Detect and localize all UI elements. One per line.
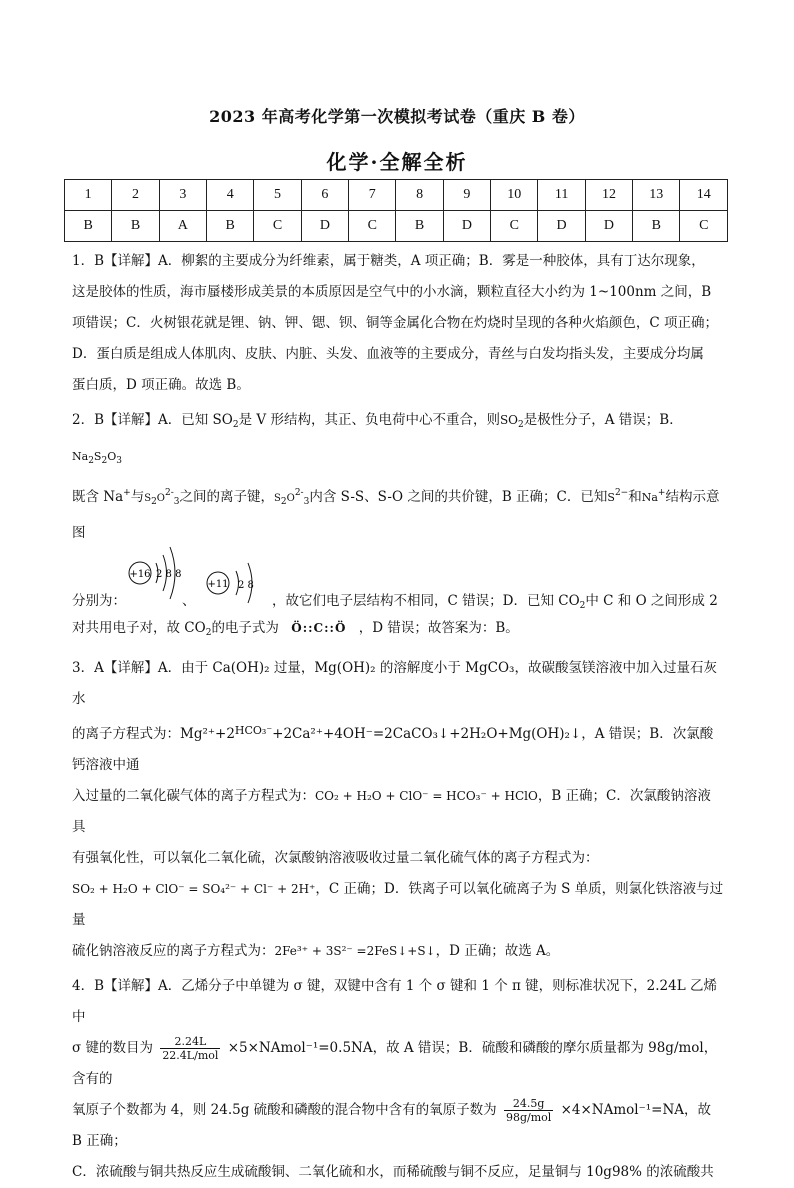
text-fragment: 的电子式为 (211, 620, 279, 636)
table-cell: B (112, 211, 159, 242)
text-line: 有强氧化性，可以氧化二氧化硫，次氯酸钠溶液吸收过量二氧化硫气体的离子方程式为： (72, 850, 599, 866)
equation-c: SO₂ + H₂O + ClO⁻ = SO₄²⁻ + Cl⁻ + 2H⁺ (72, 882, 316, 896)
question-2-explanation (72, 405, 724, 649)
table-cell: C (680, 211, 728, 242)
text-fragment: 结构示意图 (72, 489, 720, 541)
table-cell: 14 (680, 180, 728, 211)
co2-lewis-structure: Ö::C::Ö (291, 621, 347, 635)
text-fragment: 氧原子个数都为 4，则 24.5g 硫酸和磷酸的混合物中含有的氧原子数为 (72, 1102, 497, 1118)
text-line: 项错误；C．火树银花就是锂、钠、钾、锶、钡、铜等金属化合物在灼烧时呈现的各种火焰颜色，C 项正确； (72, 315, 718, 331)
fraction-numerator: 24.5g (504, 1097, 553, 1111)
text-fragment: 硫化钠溶液反应的离子方程式为： (72, 943, 275, 959)
text-line: 对共用电子对，故 $CO_2$的电子式为 Ö::C::Ö ，D 错误；故答案为：B。 (72, 620, 519, 638)
fraction-ethylene-moles (160, 1035, 220, 1062)
table-cell: B (207, 211, 254, 242)
text-line (72, 1033, 724, 1095)
table-cell: C (491, 211, 538, 242)
table-cell: 4 (207, 180, 254, 211)
text-fragment: 与 (130, 489, 145, 505)
table-cell: 11 (538, 180, 585, 211)
text-line (72, 1095, 724, 1157)
table-cell: 9 (443, 180, 490, 211)
text-line (72, 715, 724, 781)
na-nucleus-label: +11 (207, 579, 229, 590)
table-cell: C (349, 211, 396, 242)
text-line: C．浓硫酸与铜共热反应生成硫酸铜、二氧化硫和水，而稀硫酸与铜不反应，足量铜与 10g98% 的浓硫酸共 (72, 1164, 714, 1180)
table-cell: 10 (491, 180, 538, 211)
fraction-acid-moles (504, 1097, 553, 1124)
bicarbonate-formula: HCO₃⁻ (234, 724, 273, 737)
text-fragment: 中 C 和 O 之间形成 2 (585, 593, 718, 609)
table-cell: C (254, 211, 301, 242)
text-fragment: 入过量的二氧化碳气体的离子方程式为： (72, 788, 315, 804)
text-fragment: 之间的离子键， (179, 489, 275, 505)
table-cell: B (633, 211, 680, 242)
text-fragment: 内含 S-S、S-O 之间的共价键，B 正确；C．已知 (309, 489, 608, 505)
text-fragment: 是 V 形结构，其正、负电荷中心不重合，则 (238, 412, 500, 428)
table-cell: D (538, 211, 585, 242)
text-fragment: 和 (628, 489, 642, 505)
question-4-explanation (72, 971, 724, 1188)
answer-table-number-row (65, 180, 728, 211)
explanations (72, 246, 724, 1188)
text-fragment: ×5×NAmol⁻¹=0.5NA，故 A 错误；B．硫酸和磷酸的摩尔质量都为 98g/mol，含有的 (72, 1040, 718, 1087)
table-cell: D (301, 211, 348, 242)
answer-table (64, 179, 728, 242)
text-line: 3．A【详解】A．由于 Ca(OH)₂ 过量，Mg(OH)₂ 的溶解度小于 MgCO₃，故碳酸氢镁溶液中加入过量石灰水 (72, 660, 717, 707)
table-cell: B (396, 211, 443, 242)
table-cell: 1 (65, 180, 112, 211)
question-3-explanation (72, 653, 724, 967)
equation-b: CO₂ + H₂O + ClO⁻ = HCO₃⁻ + HClO (315, 789, 538, 803)
sodium-ion-structure-diagram (200, 555, 270, 611)
text-line: 蛋白质，D 项正确。故选 B。 (72, 377, 250, 393)
text-fragment: ×4×NAmol⁻¹=NA，故 B 正确； (72, 1102, 712, 1149)
table-cell: 7 (349, 180, 396, 211)
question-1-explanation (72, 246, 724, 401)
table-cell: 6 (301, 180, 348, 211)
table-cell: 5 (254, 180, 301, 211)
table-cell: 2 (112, 180, 159, 211)
text-fragment: 2．B【详解】A．已知 SO (72, 412, 233, 428)
equation-d: 2Fe³⁺ + 3S²⁻ =2FeS↓+S↓ (274, 944, 436, 958)
table-cell: 13 (633, 180, 680, 211)
text-line (72, 781, 724, 843)
text-fragment: ，B 正确；C．次氯酸钠溶液具 (72, 788, 711, 835)
text-line: D．蛋白质是组成人体肌肉、皮肤、内脏、头发、血液等的主要成分，青丝与白发均指头发，主要成分均属 (72, 346, 704, 362)
text-fragment: 分别为： (72, 593, 126, 609)
text-line: 既含 Na+与S2O2-3之间的离子键，S2O2-3内含 S-S、S-O 之间的共价键，B 正确；C．已知$S^{2-}$和Na+结构示意图 (72, 488, 720, 541)
text-fragment: ，C 正确；D．铁离子可以氧化硫离子为 S 单质，则氯化铁溶液与过量 (72, 881, 724, 928)
text-fragment: 既含 Na (72, 489, 124, 505)
text-line (72, 936, 724, 967)
text-fragment: 是极性分子，A 错误；B． (523, 412, 683, 428)
text-fragment: 、 (182, 593, 196, 609)
fraction-denominator: 22.4L/mol (162, 1049, 219, 1062)
na-shell-labels: 2 8 (238, 580, 254, 591)
table-cell: D (585, 211, 632, 242)
text-fragment: σ 键的数目为 (72, 1040, 154, 1056)
text-fragment: +2Ca²⁺+4OH⁻=2CaCO₃↓+2H₂O+Mg(OH)₂↓，A 错误；B．次氯酸钙溶液中通 (72, 726, 714, 773)
table-cell: A (159, 211, 206, 242)
text-line: 这是胶体的性质，海市蜃楼形成美景的本质原因是空气中的小水滴，颗粒直径大小约为 1~100nm 之间，B (72, 284, 712, 300)
text-fragment: ，D 正确；故选 A。 (435, 943, 560, 959)
text-line: 4．B【详解】A．乙烯分子中单键为 σ 键，双键中含有 1 个 σ 键和 1 个 π 键，则标准状况下，2.24L 乙烯中 (72, 978, 717, 1025)
exam-subtitle: 化学·全解全析 (326, 150, 468, 174)
table-cell: 12 (585, 180, 632, 211)
text-line: 1．B【详解】A．柳絮的主要成分为纤维素，属于糖类，A 项正确；B．雾是一种胶体，具有丁达尔现象， (72, 253, 705, 269)
table-cell: D (443, 211, 490, 242)
table-cell: 8 (396, 180, 443, 211)
fraction-denominator: 98g/mol (505, 1111, 552, 1124)
table-cell: B (65, 211, 112, 242)
text-fragment: ，D 错误；故答案为：B。 (358, 620, 519, 636)
answer-table-answer-row (65, 211, 728, 242)
exam-title: 2023 年高考化学第一次模拟考试卷（重庆 B 卷） (209, 107, 585, 126)
text-fragment: 对共用电子对，故 CO (72, 620, 206, 636)
text-fragment: ，故它们电子层结构不相同，C 错误；D．已知 CO (272, 593, 580, 609)
fraction-numerator: 2.24L (160, 1035, 220, 1049)
text-line (72, 874, 724, 936)
text-fragment: 的离子方程式为：Mg²⁺+2 (72, 726, 235, 742)
text-line: 分别为： +16 2 8 8 、 +11 2 8 ，故它们电子层结构不相同，C 错误；D．已知 $CO_2$中 C 和 O 之间形成 2 (72, 549, 724, 613)
table-cell: 3 (159, 180, 206, 211)
s-shell-labels: 2 8 8 (156, 569, 182, 580)
s-nucleus-label: +16 (129, 569, 151, 580)
text-line: 2．B【详解】A．已知 $SO_2$是 V 形结构，其正、负电荷中心不重合，则$SO_2$是极性分子，A 错误；B． $^{Na_2S_2O_3}$ (72, 412, 683, 466)
